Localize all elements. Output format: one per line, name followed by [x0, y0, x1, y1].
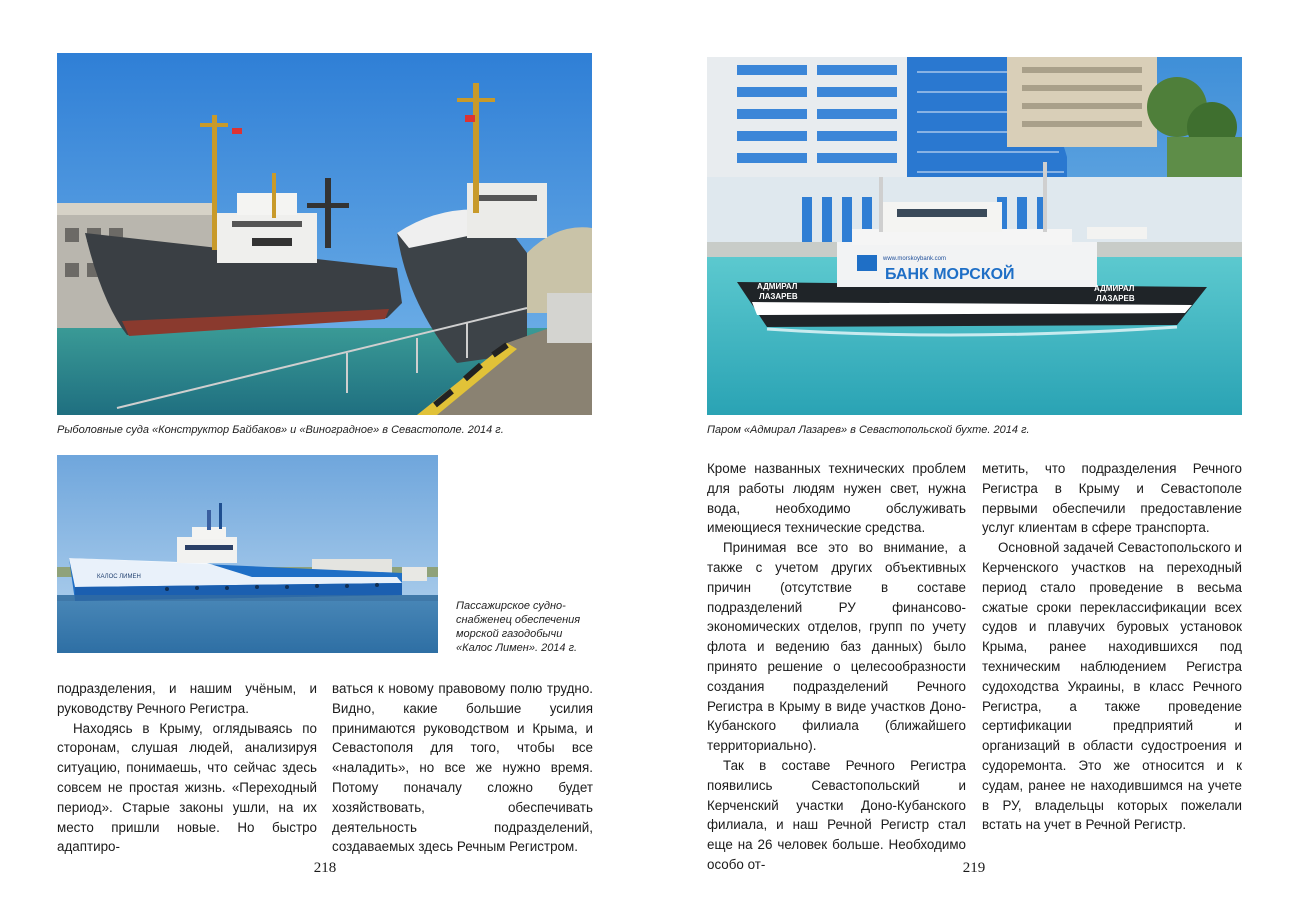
- caption-line: Пассажирское судно-: [456, 600, 566, 612]
- left-text-column-2: [332, 679, 593, 857]
- paragraph: Так в составе Речного Регистра появились Севастопольский и Керченский участки Доно-Кубанского филиала, и наш Речной Регистр стал еще на 26 человек больше. Необходимо особо от-: [707, 757, 966, 872]
- left-text-column-1: [57, 679, 317, 857]
- photo-ferry: [707, 57, 1242, 415]
- paragraph: Основной задачей Севастопольского и Керченского участков на переходный период стало проведение в весьма сжатые сроки переклассификации всех судов и плавучих буровых установок Крыма, ранее находившихся под техническим наблюдением Регистра судоходства Украины, в класс Речного Регистра, а также проведение сертификации предприятий и организаций в области судостроения и судоремонта. Это же относится и к судам, ранее не находившимся на учете в РУ, владельцы которых пожелали встать на учет в Речной Регистр.: [982, 540, 1242, 833]
- paragraph: метить, что подразделения Речного Регистра в Крыму и Севастополе первыми обеспечили предоставление услуг клиентам в сфере транспорта.: [982, 461, 1242, 536]
- supply-vessel-hull-text: КАЛОС ЛИМЕН: [97, 574, 141, 580]
- paragraph: Принимая все это во внимание, а также с учетом других объективных причин (отсутствие в составе подразделений РУ финансово-экономических отделов, групп по учету флота и ведению баз данных) было принято решение о целесообразности создания подразделений Речного Регистра в Крыму в виде участков Доно-Кубанского филиала (ближайшего территориально).: [707, 540, 966, 754]
- paragraph: Кроме названных технических проблем для работы людям нужен свет, нужна вода, необходимо обслуживать имеющиеся технические средства.: [707, 461, 966, 536]
- photo-supply-vessel-caption: [456, 599, 606, 655]
- paragraph: подразделения, и нашим учёным, и руководству Речного Регистра.: [57, 681, 317, 716]
- right-text-column-2: [982, 459, 1242, 835]
- caption-line: снабженец обеспечения: [456, 614, 581, 626]
- photo-supply-vessel: [57, 455, 438, 653]
- caption-line: «Калос Лимен». 2014 г.: [456, 642, 578, 654]
- page-number-right: 219: [962, 860, 986, 876]
- left-page: [0, 0, 649, 917]
- right-text-column-1: [707, 459, 966, 875]
- ferry-name-line-2: ЛАЗАРЕВ: [1096, 294, 1135, 303]
- ferry-banner-text: БАНК МОРСКОЙ: [885, 266, 1015, 283]
- photo-fishing-vessels-caption: Рыболовные суда «Конструктор Байбаков» и «Виноградное» в Севастополе. 2014 г.: [57, 424, 504, 436]
- ferry-url-text: www.morskoybank.com: [883, 256, 947, 262]
- ferry-name-line-1: АДМИРАЛ: [757, 282, 798, 291]
- right-page: [649, 0, 1299, 917]
- paragraph: Находясь в Крыму, оглядываясь по сторонам, слушая людей, анализируя ситуацию, понимаешь, что сейчас здесь совсем не простая жизнь. «Переходный период». Старые законы ушли, на их место пришли новые. Но быстро адаптиро-: [57, 720, 317, 855]
- photo-fishing-vessels: [57, 53, 592, 415]
- ferry-name-line-1: АДМИРАЛ: [1094, 284, 1135, 293]
- caption-line: морской газодобычи: [456, 628, 563, 640]
- ferry-name-line-2: ЛАЗАРЕВ: [759, 292, 798, 301]
- photo-ferry-caption: Паром «Адмирал Лазарев» в Севастопольской бухте. 2014 г.: [707, 424, 1030, 436]
- paragraph: ваться к новому правовому полю трудно. Видно, какие большие усилия принимаются руководством и Крыма, и Севастополя для того, чтобы все «наладить», но все же нужно время. Потому поначалу сложно будет хозяйствовать, обеспечивать деятельность подразделений, создаваемых здесь Речным Регистром.: [332, 681, 593, 855]
- page-number-left: 218: [313, 860, 337, 876]
